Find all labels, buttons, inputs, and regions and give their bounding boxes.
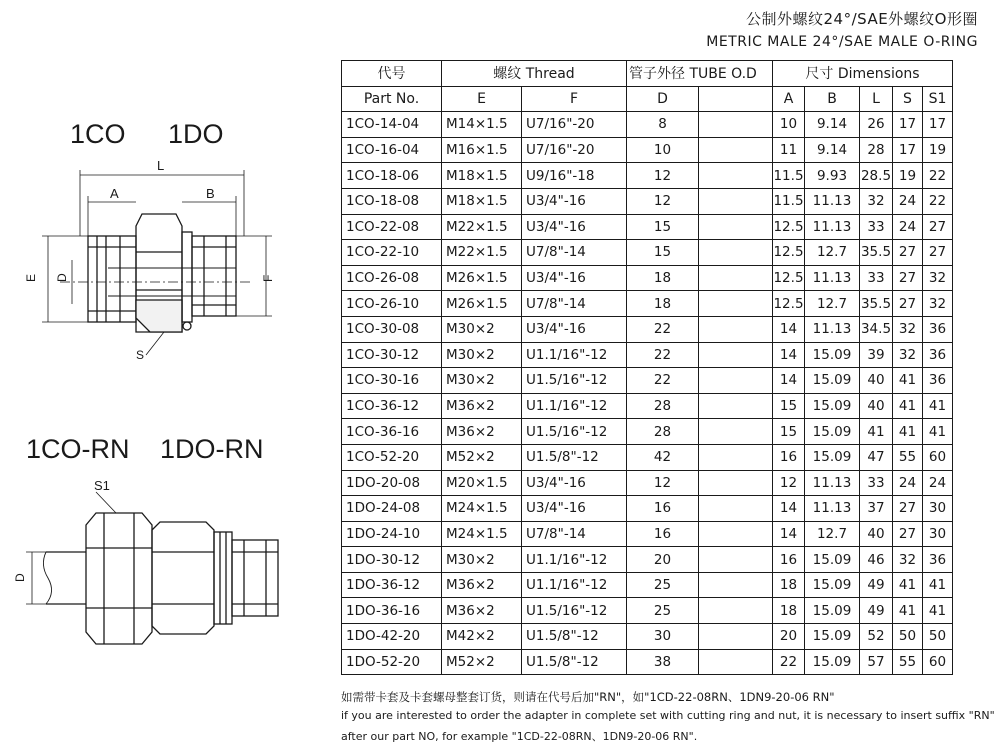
- dim-a-cell: 14: [773, 368, 805, 394]
- dim-s1-cell: 60: [923, 649, 953, 675]
- header-dimensions: 尺寸 Dimensions: [773, 61, 953, 87]
- tube-od-cell: 22: [627, 342, 699, 368]
- thread-f-cell: U3/4"-16: [522, 470, 627, 496]
- thread-e-cell: M30×2: [442, 316, 522, 342]
- dim-s-cell: 17: [893, 137, 923, 163]
- table-row: [342, 163, 953, 189]
- thread-f-cell: U7/8"-14: [522, 521, 627, 547]
- drawing-title-1co: 1CO: [70, 119, 126, 149]
- dim-l-cell: 35.5: [860, 240, 893, 266]
- thread-f-cell: U1.5/8"-12: [522, 624, 627, 650]
- thread-f-cell: U7/16"-20: [522, 137, 627, 163]
- part-no-cell: 1CO-30-08: [342, 316, 442, 342]
- dim-s-cell: 19: [893, 163, 923, 189]
- part-no-cell: 1CO-36-12: [342, 393, 442, 419]
- dim-a-cell: 18: [773, 598, 805, 624]
- thread-f-cell: U3/4"-16: [522, 214, 627, 240]
- dim-s1-cell: 41: [923, 393, 953, 419]
- header-thread: 螺纹 Thread: [442, 61, 627, 87]
- dim-s1-cell: 30: [923, 521, 953, 547]
- thread-e-cell: M30×2: [442, 547, 522, 573]
- table-row: [342, 265, 953, 291]
- header-code-cn: 代号: [342, 61, 442, 87]
- dim-s1-cell: 22: [923, 163, 953, 189]
- thread-e-cell: M26×1.5: [442, 265, 522, 291]
- part-no-cell: 1CO-22-08: [342, 214, 442, 240]
- dim-s-cell: 32: [893, 316, 923, 342]
- dim-a-cell: 12: [773, 470, 805, 496]
- tube-od-cell: 28: [627, 393, 699, 419]
- dim-s1-cell: 27: [923, 240, 953, 266]
- part-no-cell: 1DO-20-08: [342, 470, 442, 496]
- dim-s1-cell: 19: [923, 137, 953, 163]
- dim-s1-cell: 36: [923, 316, 953, 342]
- thread-f-cell: U1.5/8"-12: [522, 444, 627, 470]
- dim-a-cell: 22: [773, 649, 805, 675]
- blank-cell: [699, 470, 773, 496]
- dim-s-cell: 24: [893, 470, 923, 496]
- blank-cell: [699, 521, 773, 547]
- tube-od-cell: 12: [627, 188, 699, 214]
- dim-s1-cell: 36: [923, 342, 953, 368]
- tube-od-cell: 22: [627, 368, 699, 394]
- header-b: B: [805, 86, 860, 112]
- dim-b-cell: 15.09: [805, 444, 860, 470]
- blank-cell: [699, 214, 773, 240]
- blank-cell: [699, 419, 773, 445]
- dim-a-cell: 12.5: [773, 240, 805, 266]
- thread-f-cell: U1.5/16"-12: [522, 368, 627, 394]
- blank-cell: [699, 342, 773, 368]
- title-english: METRIC MALE 24°/SAE MALE O-RING: [706, 34, 978, 50]
- table-row: [342, 342, 953, 368]
- dim-label-D: D: [55, 273, 69, 282]
- table-row: [342, 521, 953, 547]
- dim-label-B: B: [206, 186, 215, 201]
- thread-e-cell: M52×2: [442, 444, 522, 470]
- thread-e-cell: M16×1.5: [442, 137, 522, 163]
- dim-label-F: F: [261, 274, 275, 282]
- dim-l-cell: 47: [860, 444, 893, 470]
- part-no-cell: 1CO-22-10: [342, 240, 442, 266]
- part-no-cell: 1DO-30-12: [342, 547, 442, 573]
- dim-b-cell: 11.13: [805, 496, 860, 522]
- drawing-title-1do: 1DO: [168, 119, 224, 149]
- part-no-cell: 1CO-14-04: [342, 112, 442, 138]
- thread-e-cell: M30×2: [442, 368, 522, 394]
- dim-l-cell: 41: [860, 419, 893, 445]
- tube-od-cell: 12: [627, 163, 699, 189]
- dim-b-cell: 15.09: [805, 624, 860, 650]
- dim-b-cell: 9.14: [805, 112, 860, 138]
- dim-s-cell: 50: [893, 624, 923, 650]
- part-no-cell: 1DO-36-16: [342, 598, 442, 624]
- dim-label-D-bottom: D: [13, 573, 27, 582]
- thread-e-cell: M52×2: [442, 649, 522, 675]
- dim-b-cell: 11.13: [805, 265, 860, 291]
- dim-b-cell: 11.13: [805, 214, 860, 240]
- blank-cell: [699, 598, 773, 624]
- tube-od-cell: 12: [627, 470, 699, 496]
- header-f: F: [522, 86, 627, 112]
- dim-b-cell: 15.09: [805, 368, 860, 394]
- dim-l-cell: 28: [860, 137, 893, 163]
- thread-e-cell: M24×1.5: [442, 496, 522, 522]
- thread-e-cell: M36×2: [442, 393, 522, 419]
- tube-od-cell: 10: [627, 137, 699, 163]
- dim-s-cell: 27: [893, 265, 923, 291]
- dim-l-cell: 33: [860, 214, 893, 240]
- tube-od-cell: 16: [627, 496, 699, 522]
- part-no-cell: 1CO-52-20: [342, 444, 442, 470]
- dim-s-cell: 41: [893, 572, 923, 598]
- dim-label-S: S: [136, 348, 145, 362]
- dim-s-cell: 32: [893, 342, 923, 368]
- part-no-cell: 1CO-26-10: [342, 291, 442, 317]
- dim-l-cell: 49: [860, 598, 893, 624]
- dim-s-cell: 55: [893, 444, 923, 470]
- part-no-cell: 1DO-24-10: [342, 521, 442, 547]
- dim-label-A: A: [110, 186, 119, 201]
- dim-s-cell: 24: [893, 214, 923, 240]
- table-row: [342, 368, 953, 394]
- dim-l-cell: 40: [860, 521, 893, 547]
- dim-b-cell: 15.09: [805, 393, 860, 419]
- header-tube-od: 管子外径 TUBE O.D: [627, 61, 773, 87]
- part-no-cell: 1DO-36-12: [342, 572, 442, 598]
- dim-s1-cell: 32: [923, 265, 953, 291]
- part-no-cell: 1CO-18-08: [342, 188, 442, 214]
- table-row: [342, 598, 953, 624]
- dim-b-cell: 11.13: [805, 470, 860, 496]
- part-no-cell: 1DO-42-20: [342, 624, 442, 650]
- thread-f-cell: U1.5/16"-12: [522, 419, 627, 445]
- part-no-cell: 1CO-26-08: [342, 265, 442, 291]
- thread-e-cell: M22×1.5: [442, 214, 522, 240]
- dim-a-cell: 10: [773, 112, 805, 138]
- blank-cell: [699, 624, 773, 650]
- dim-a-cell: 16: [773, 444, 805, 470]
- dim-l-cell: 32: [860, 188, 893, 214]
- dim-b-cell: 15.09: [805, 598, 860, 624]
- header-part-no: Part No.: [342, 86, 442, 112]
- tube-od-cell: 18: [627, 265, 699, 291]
- thread-f-cell: U7/8"-14: [522, 240, 627, 266]
- tube-od-cell: 20: [627, 547, 699, 573]
- dim-s1-cell: 50: [923, 624, 953, 650]
- dim-b-cell: 15.09: [805, 649, 860, 675]
- dim-s1-cell: 36: [923, 547, 953, 573]
- dim-s-cell: 27: [893, 496, 923, 522]
- thread-e-cell: M36×2: [442, 419, 522, 445]
- dim-s-cell: 27: [893, 240, 923, 266]
- table-row: [342, 240, 953, 266]
- thread-f-cell: U3/4"-16: [522, 496, 627, 522]
- header-a: A: [773, 86, 805, 112]
- dim-l-cell: 33: [860, 470, 893, 496]
- dim-l-cell: 49: [860, 572, 893, 598]
- dim-a-cell: 12.5: [773, 265, 805, 291]
- dim-l-cell: 35.5: [860, 291, 893, 317]
- blank-cell: [699, 188, 773, 214]
- blank-cell: [699, 137, 773, 163]
- thread-e-cell: M26×1.5: [442, 291, 522, 317]
- header-d: D: [627, 86, 699, 112]
- dim-b-cell: 9.14: [805, 137, 860, 163]
- fitting-drawing: [0, 0, 340, 755]
- dim-s1-cell: 60: [923, 444, 953, 470]
- dim-a-cell: 15: [773, 393, 805, 419]
- dim-b-cell: 12.7: [805, 521, 860, 547]
- dim-s1-cell: 17: [923, 112, 953, 138]
- dim-l-cell: 57: [860, 649, 893, 675]
- dim-a-cell: 15: [773, 419, 805, 445]
- thread-f-cell: U1.1/16"-12: [522, 393, 627, 419]
- dim-l-cell: 33: [860, 265, 893, 291]
- dim-a-cell: 20: [773, 624, 805, 650]
- thread-e-cell: M24×1.5: [442, 521, 522, 547]
- dim-a-cell: 14: [773, 496, 805, 522]
- table-row: [342, 291, 953, 317]
- dim-s-cell: 55: [893, 649, 923, 675]
- header-row-1: [342, 61, 953, 87]
- thread-f-cell: U7/16"-20: [522, 112, 627, 138]
- dim-b-cell: 11.13: [805, 316, 860, 342]
- dim-a-cell: 14: [773, 316, 805, 342]
- dim-l-cell: 28.5: [860, 163, 893, 189]
- tube-od-cell: 18: [627, 291, 699, 317]
- dim-s-cell: 27: [893, 291, 923, 317]
- thread-e-cell: M18×1.5: [442, 163, 522, 189]
- dim-l-cell: 34.5: [860, 316, 893, 342]
- part-no-cell: 1CO-18-06: [342, 163, 442, 189]
- thread-f-cell: U1.1/16"-12: [522, 547, 627, 573]
- blank-cell: [699, 496, 773, 522]
- dim-l-cell: 46: [860, 547, 893, 573]
- thread-e-cell: M18×1.5: [442, 188, 522, 214]
- dim-a-cell: 14: [773, 342, 805, 368]
- dim-s1-cell: 41: [923, 572, 953, 598]
- table-row: [342, 547, 953, 573]
- dim-s1-cell: 36: [923, 368, 953, 394]
- table-row: [342, 112, 953, 138]
- blank-cell: [699, 547, 773, 573]
- title-chinese: 公制外螺纹24°/SAE外螺纹O形圈: [746, 10, 978, 28]
- thread-f-cell: U9/16"-18: [522, 163, 627, 189]
- dim-a-cell: 11: [773, 137, 805, 163]
- tube-od-cell: 25: [627, 598, 699, 624]
- blank-cell: [699, 572, 773, 598]
- blank-cell: [699, 368, 773, 394]
- dim-label-S1: S1: [94, 478, 110, 493]
- blank-cell: [699, 163, 773, 189]
- dim-a-cell: 12.5: [773, 291, 805, 317]
- thread-e-cell: M36×2: [442, 598, 522, 624]
- thread-e-cell: M22×1.5: [442, 240, 522, 266]
- part-no-cell: 1CO-36-16: [342, 419, 442, 445]
- dim-l-cell: 40: [860, 368, 893, 394]
- blank-cell: [699, 112, 773, 138]
- dim-s-cell: 24: [893, 188, 923, 214]
- dim-b-cell: 11.13: [805, 188, 860, 214]
- blank-cell: [699, 316, 773, 342]
- blank-cell: [699, 240, 773, 266]
- thread-f-cell: U1.5/8"-12: [522, 649, 627, 675]
- dim-s-cell: 32: [893, 547, 923, 573]
- dim-s-cell: 17: [893, 112, 923, 138]
- header-e: E: [442, 86, 522, 112]
- note-english-line1: if you are interested to order the adapter in complete set with cutting ring and nut, it is necessary to insert suffix "RN": [341, 709, 995, 722]
- blank-cell: [699, 291, 773, 317]
- thread-f-cell: U1.1/16"-12: [522, 342, 627, 368]
- dim-s-cell: 41: [893, 598, 923, 624]
- table-row: [342, 444, 953, 470]
- thread-f-cell: U7/8"-14: [522, 291, 627, 317]
- table-row: [342, 188, 953, 214]
- thread-f-cell: U3/4"-16: [522, 316, 627, 342]
- dim-label-E: E: [24, 273, 38, 282]
- dim-l-cell: 52: [860, 624, 893, 650]
- part-no-cell: 1CO-30-12: [342, 342, 442, 368]
- blank-cell: [699, 444, 773, 470]
- dim-b-cell: 15.09: [805, 572, 860, 598]
- dim-l-cell: 39: [860, 342, 893, 368]
- thread-e-cell: M14×1.5: [442, 112, 522, 138]
- thread-f-cell: U3/4"-16: [522, 188, 627, 214]
- table-row: [342, 624, 953, 650]
- dim-a-cell: 18: [773, 572, 805, 598]
- dim-b-cell: 15.09: [805, 547, 860, 573]
- dim-s-cell: 41: [893, 393, 923, 419]
- table-row: [342, 496, 953, 522]
- tube-od-cell: 22: [627, 316, 699, 342]
- dim-a-cell: 12.5: [773, 214, 805, 240]
- thread-f-cell: U1.5/16"-12: [522, 598, 627, 624]
- dim-a-cell: 16: [773, 547, 805, 573]
- drawing-title-1do-rn: 1DO-RN: [160, 434, 264, 464]
- part-no-cell: 1CO-16-04: [342, 137, 442, 163]
- tube-od-cell: 25: [627, 572, 699, 598]
- dim-a-cell: 14: [773, 521, 805, 547]
- dim-s-cell: 41: [893, 368, 923, 394]
- table-row: [342, 419, 953, 445]
- thread-e-cell: M42×2: [442, 624, 522, 650]
- dim-s-cell: 27: [893, 521, 923, 547]
- table-row: [342, 137, 953, 163]
- dim-s1-cell: 41: [923, 419, 953, 445]
- dim-s1-cell: 24: [923, 470, 953, 496]
- dim-b-cell: 12.7: [805, 240, 860, 266]
- blank-cell: [699, 265, 773, 291]
- thread-f-cell: U3/4"-16: [522, 265, 627, 291]
- blank-cell: [699, 649, 773, 675]
- thread-e-cell: M20×1.5: [442, 470, 522, 496]
- tube-od-cell: 15: [627, 214, 699, 240]
- table-row: [342, 393, 953, 419]
- header-s1: S1: [923, 86, 953, 112]
- tube-od-cell: 30: [627, 624, 699, 650]
- part-no-cell: 1CO-30-16: [342, 368, 442, 394]
- table-row: [342, 470, 953, 496]
- dim-s1-cell: 32: [923, 291, 953, 317]
- note-english-line2: after our part NO, for example "1CD-22-08RN、1DN9-20-06 RN".: [341, 730, 698, 743]
- thread-f-cell: U1.1/16"-12: [522, 572, 627, 598]
- table-row: [342, 214, 953, 240]
- dim-a-cell: 11.5: [773, 163, 805, 189]
- table-row: [342, 572, 953, 598]
- header-blank: [699, 86, 773, 112]
- dim-a-cell: 11.5: [773, 188, 805, 214]
- dim-s1-cell: 41: [923, 598, 953, 624]
- dim-b-cell: 12.7: [805, 291, 860, 317]
- dim-s1-cell: 27: [923, 214, 953, 240]
- thread-e-cell: M30×2: [442, 342, 522, 368]
- dim-b-cell: 15.09: [805, 342, 860, 368]
- table-row: [342, 316, 953, 342]
- blank-cell: [699, 393, 773, 419]
- tube-od-cell: 15: [627, 240, 699, 266]
- dim-b-cell: 15.09: [805, 419, 860, 445]
- thread-e-cell: M36×2: [442, 572, 522, 598]
- header-s: S: [893, 86, 923, 112]
- header-row-2: [342, 86, 953, 112]
- tube-od-cell: 8: [627, 112, 699, 138]
- header-l: L: [860, 86, 893, 112]
- spec-table: [341, 60, 953, 675]
- part-no-cell: 1DO-24-08: [342, 496, 442, 522]
- note-chinese: 如需带卡套及卡套螺母整套订货，则请在代号后加"RN"，如"1CD-22-08RN、1DN9-20-06 RN": [341, 690, 835, 704]
- dim-s-cell: 41: [893, 419, 923, 445]
- table-row: [342, 649, 953, 675]
- tube-od-cell: 16: [627, 521, 699, 547]
- tube-od-cell: 28: [627, 419, 699, 445]
- dim-b-cell: 9.93: [805, 163, 860, 189]
- tube-od-cell: 38: [627, 649, 699, 675]
- drawing-title-1co-rn: 1CO-RN: [26, 434, 130, 464]
- dim-s1-cell: 22: [923, 188, 953, 214]
- part-no-cell: 1DO-52-20: [342, 649, 442, 675]
- dim-l-cell: 26: [860, 112, 893, 138]
- tube-od-cell: 42: [627, 444, 699, 470]
- dim-s1-cell: 30: [923, 496, 953, 522]
- dim-l-cell: 37: [860, 496, 893, 522]
- dim-l-cell: 40: [860, 393, 893, 419]
- dim-label-L: L: [157, 158, 165, 173]
